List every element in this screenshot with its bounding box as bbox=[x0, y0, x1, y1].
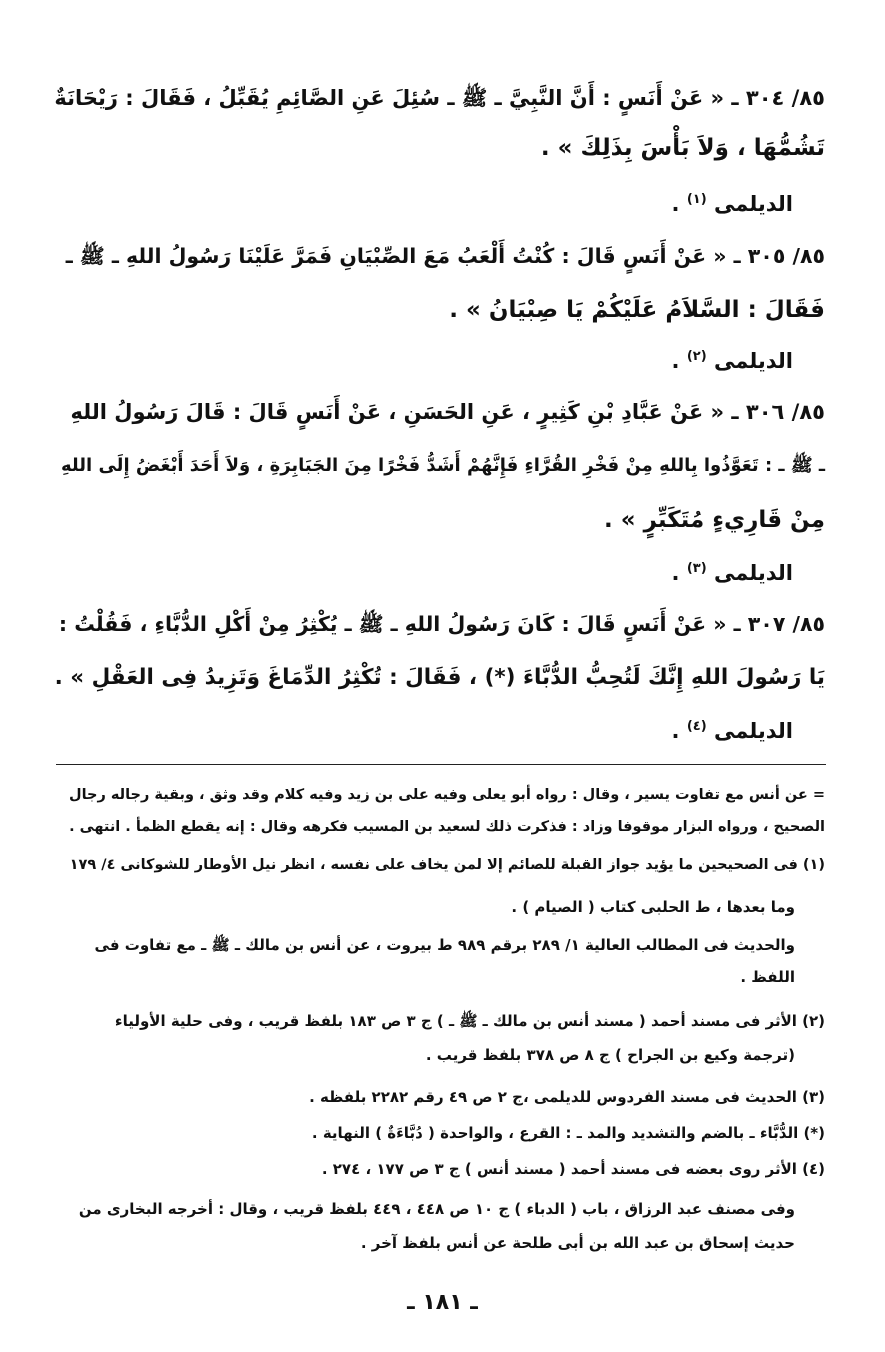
footnote-ref: (٤) bbox=[686, 719, 707, 734]
source-dot: . bbox=[671, 561, 680, 585]
footnote-ref: (٢) bbox=[686, 349, 707, 364]
source-dot: . bbox=[671, 192, 680, 216]
footnote-line: = عن أنس مع تفاوت يسير ، وقال : رواه أبو يعلى وفيه على بن زيد وفيه كلام وقد وثق ، وبقية رجاله رجال bbox=[69, 787, 825, 803]
hadith-305-source bbox=[672, 342, 793, 376]
footnote-3: (٣) الحديث فى مسند الفردوس للديلمى ،ج ٢ ص ٤٩ رقم ٢٢٨٢ بلفظه . bbox=[309, 1088, 825, 1106]
footnote-2: (٢) الأثر فى مسند أحمد ( مسند أنس بن مالك ـ ﷺ ـ ) ج ٣ ص ١٨٣ بلفظ قريب ، وفى حلية الأولياء bbox=[114, 1012, 825, 1030]
hadith-307-source bbox=[672, 712, 793, 746]
footnote-line: والحديث فى المطالب العالية ١/ ٢٨٩ برقم ٩٨٩ ط بيروت ، عن أنس بن مالك ـ ﷺ ـ مع تفاوت فى bbox=[94, 936, 795, 954]
footnote-line: الصحيح ، ورواه البزار موقوفا وزاد : فذكرت ذلك لسعيد بن المسيب فكرهه وقال : إنه يقطع الظمأ . انتهى . bbox=[69, 819, 825, 835]
source-name: الديلمى bbox=[714, 349, 793, 373]
footnote-line: اللفظ . bbox=[740, 968, 795, 986]
source-name: الديلمى bbox=[714, 719, 793, 743]
hadith-304-line-2: تَشُمُّهَا ، وَلاَ بَأْسَ بِذَلِكَ » . bbox=[540, 135, 825, 161]
hadith-305-line-1: ٨٥/ ٣٠٥ ـ « عَنْ أَنَسٍ قَالَ : كُنْتُ أَلْعَبُ مَعَ الصِّبْيَانِ فَمَرَّ عَلَيْنَا رَسُولُ اللهِ ـ ﷺ ـ bbox=[65, 244, 825, 268]
source-name: الديلمى bbox=[714, 561, 793, 585]
footnote-1: (١) فى الصحيحين ما يؤيد جواز القبلة للصائم إلا لمن يخاف على نفسه ، انظر نيل الأوطار للشوكانى ٤/ ١٧٩ bbox=[69, 857, 825, 873]
footnote-line: وما بعدها ، ط الحلبى كتاب ( الصيام ) . bbox=[511, 898, 795, 916]
hadith-306-line-3: مِنْ قَارِيءٍ مُتَكَبِّرٍ » . bbox=[603, 507, 825, 533]
footnote-4: (٤) الأثر روى بعضه فى مسند أحمد ( مسند أنس ) ج ٣ ص ١٧٧ ، ٢٧٤ . bbox=[321, 1160, 825, 1178]
footnote-line: (ترجمة وكيع بن الجراح ) ج ٨ ص ٣٧٨ بلفظ قريب . bbox=[425, 1046, 795, 1064]
hadith-307-line-1: ٨٥/ ٣٠٧ ـ « عَنْ أَنَسٍ قَالَ : كَانَ رَسُولُ اللهِ ـ ﷺ ـ يُكْثِرُ مِنْ أَكْلِ الدُّبَّاءِ ، فَقُلْتُ : bbox=[58, 612, 825, 636]
footnote-separator bbox=[56, 764, 826, 765]
footnote-ref: (١) bbox=[686, 192, 707, 207]
footnote-line: حديث إسحاق بن عبد الله بن أبى طلحة عن أنس بلفظ آخر . bbox=[360, 1234, 795, 1252]
hadith-305-line-2: فَقَالَ : السَّلاَمُ عَلَيْكُمْ يَا صِبْيَانُ » . bbox=[449, 297, 825, 323]
hadith-304-line-1: ٨٥/ ٣٠٤ ـ « عَنْ أَنَسٍ : أَنَّ النَّبِيَّ ـ ﷺ ـ سُئِلَ عَنِ الصَّائِمِ يُقَبِّلُ ، فَقَالَ : رَيْحَانَةٌ bbox=[54, 86, 825, 110]
footnote-ref: (٣) bbox=[686, 561, 707, 576]
footnote-line: وفى مصنف عبد الرزاق ، باب ( الدباء ) ج ١٠ ص ٤٤٨ ، ٤٤٩ بلفظ قريب ، وقال : أخرجه البخارى من bbox=[78, 1200, 795, 1218]
hadith-304-source bbox=[672, 185, 793, 219]
hadith-307-line-2: يَا رَسُولَ اللهِ إِنَّكَ لَتُحِبُّ الدُّبَّاءَ (*) ، فَقَالَ : تُكْثِرُ الدِّمَاغَ وَتَزِيدُ فِى العَقْلِ » . bbox=[54, 665, 825, 690]
hadith-306-line-2: ـ ﷺ ـ : تَعَوَّذُوا بِاللهِ مِنْ فَخْرِ القُرَّاءِ فَإِنَّهُمْ أَشَدُّ فَخْرًا مِنَ الجَبَابِرَةِ ، وَلاَ أَحَدَ أَبْغَضُ إِلَى اللهِ bbox=[61, 455, 825, 476]
footnote-star: (*) الدُّبَّاء ـ بالضم والتشديد والمد ـ : القرع ، والواحدة ( دُبَّاءَةٌ ) النهاية . bbox=[311, 1124, 825, 1142]
hadith-306-source bbox=[672, 554, 793, 588]
page-number: ـ ١٨١ ـ bbox=[407, 1290, 478, 1315]
source-dot: . bbox=[671, 719, 680, 743]
source-name: الديلمى bbox=[714, 192, 793, 216]
hadith-306-line-1: ٨٥/ ٣٠٦ ـ « عَنْ عَبَّادِ بْنِ كَثِيرٍ ، عَنِ الحَسَنِ ، عَنْ أَنَسٍ قَالَ : قَالَ رَسُولُ اللهِ bbox=[70, 400, 825, 424]
source-dot: . bbox=[671, 349, 680, 373]
